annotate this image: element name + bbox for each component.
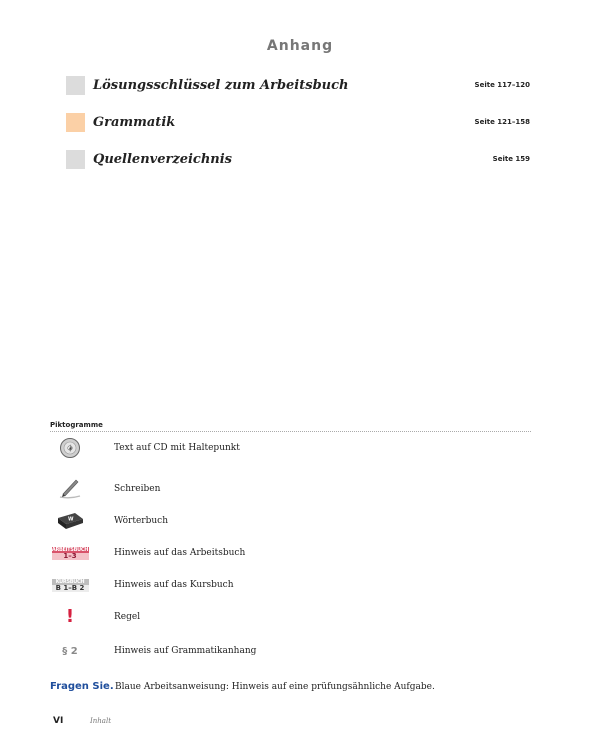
badge-bottom-label: 1–3 (52, 553, 89, 560)
pictogram-row-arbeitsbuch (48, 542, 548, 564)
pictogram-row-woerterbuch (48, 510, 548, 532)
gray-color-swatch (66, 150, 85, 169)
footer-section-label: Inhalt (90, 717, 112, 725)
pictogram-label: Hinweis auf das Arbeitsbuch (114, 548, 246, 558)
pictogram-label: Regel (114, 612, 141, 622)
pictogram-row-schreiben (48, 478, 548, 500)
appendix-entry-quellenverzeichnis[interactable] (66, 150, 536, 170)
exclamation-symbol: ! (65, 606, 75, 627)
badge-top-label: ARBEITSBUCH (51, 546, 89, 553)
pictogram-row-grammatikanhang (48, 640, 548, 662)
entry-pages: Seite 117–120 (474, 81, 530, 89)
page-number: VI (53, 716, 64, 726)
pencil-icon (48, 478, 92, 500)
fragen-sie-description: Blaue Arbeitsanweisung: Hinweis auf eine prüfungsähnliche Aufgabe. (115, 682, 435, 692)
dictionary-icon (48, 510, 92, 532)
entry-pages: Seite 159 (492, 155, 530, 163)
entry-title: Lösungsschlüssel zum Arbeitsbuch (93, 78, 349, 93)
exclamation-icon (48, 606, 92, 628)
appendix-entry-loesungsschluessel[interactable] (66, 76, 536, 96)
arbeitsbuch-badge-icon (48, 542, 92, 564)
paragraph-symbol: § 2 (62, 645, 78, 657)
pictogram-label: Hinweis auf das Kursbuch (114, 580, 234, 590)
appendix-entry-grammatik[interactable] (66, 113, 536, 133)
fragen-sie-label: Fragen Sie. (50, 681, 114, 692)
badge-top-label: KURSBUCH (55, 578, 85, 585)
pictogram-label: Wörterbuch (114, 516, 168, 526)
entry-pages: Seite 121–158 (474, 118, 530, 126)
entry-title: Grammatik (93, 115, 176, 130)
pictograms-heading: Piktogramme (50, 421, 531, 432)
paragraph-icon (48, 640, 92, 662)
pictogram-label: Hinweis auf Grammatikanhang (114, 646, 257, 656)
svg-text:W: W (68, 516, 74, 523)
orange-color-swatch (66, 113, 85, 132)
gray-color-swatch (66, 76, 85, 95)
kursbuch-badge-icon (48, 574, 92, 596)
badge-bottom-label: B 1–B 2 (52, 585, 89, 592)
pictogram-row-regel (48, 606, 548, 628)
pictogram-row-cd (48, 437, 548, 459)
pictogram-label: Text auf CD mit Haltepunkt (114, 443, 240, 453)
entry-title: Quellenverzeichnis (93, 152, 232, 167)
cd-icon (48, 437, 92, 459)
pictogram-row-kursbuch (48, 574, 548, 596)
section-title: Anhang (266, 38, 334, 54)
pictogram-label: Schreiben (114, 484, 161, 494)
